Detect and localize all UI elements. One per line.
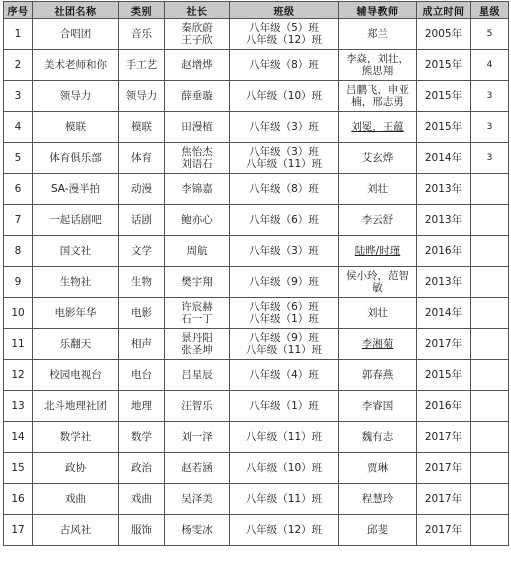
cell-type: 手工艺 <box>119 50 165 81</box>
cell-type: 体育 <box>119 143 165 174</box>
cell-no: 1 <box>4 19 33 50</box>
cell-no: 7 <box>4 205 33 236</box>
cell-stars <box>471 484 509 515</box>
cell-teacher <box>339 515 417 546</box>
cell-leader-line: 周航 <box>186 245 208 257</box>
cell-type: 领导力 <box>119 81 165 112</box>
cell-club-name: 北斗地理社团 <box>33 391 119 422</box>
cell-stars: 3 <box>471 143 509 174</box>
cell-teacher-line: 贾琳 <box>367 462 388 474</box>
cell-class-line: 八年级（12）班 <box>245 524 323 536</box>
table-row <box>4 484 509 515</box>
cell-stars <box>471 267 509 298</box>
cell-club-name: 美术老师和你 <box>33 50 119 81</box>
cell-leader <box>165 391 230 422</box>
cell-class <box>230 453 339 484</box>
header-type: 类别 <box>119 2 165 19</box>
cell-founded: 2017年 <box>417 484 471 515</box>
cell-type: 电影 <box>119 298 165 329</box>
cell-class <box>230 267 339 298</box>
table-row <box>4 112 509 143</box>
cell-class <box>230 174 339 205</box>
table-row <box>4 143 509 174</box>
cell-teacher-line: 魏有志 <box>361 431 394 443</box>
cell-leader-line: 刘一泽 <box>181 431 213 443</box>
cell-teacher-line: 李焱，刘壮， <box>346 53 409 65</box>
cell-class-line: 八年级（6）班 <box>249 214 319 226</box>
cell-class-line: 八年级（4）班 <box>249 369 319 381</box>
cell-teacher <box>339 267 417 298</box>
cell-class <box>230 329 339 360</box>
cell-teacher <box>339 391 417 422</box>
cell-class-line: 八年级（12）班 <box>245 34 323 46</box>
header-no: 序号 <box>4 2 33 19</box>
cell-leader <box>165 112 230 143</box>
header-founded: 成立时间 <box>417 2 471 19</box>
cell-type: 地理 <box>119 391 165 422</box>
cell-no: 8 <box>4 236 33 267</box>
cell-no: 12 <box>4 360 33 391</box>
cell-no: 13 <box>4 391 33 422</box>
cell-club-name: 合唱团 <box>33 19 119 50</box>
cell-no: 16 <box>4 484 33 515</box>
cell-type: 政治 <box>119 453 165 484</box>
cell-teacher <box>339 81 417 112</box>
cell-no: 5 <box>4 143 33 174</box>
cell-class <box>230 112 339 143</box>
table-row <box>4 329 509 360</box>
cell-leader-line: 刘语石 <box>181 158 213 170</box>
cell-class <box>230 298 339 329</box>
cell-club-name: 一起话剧吧 <box>33 205 119 236</box>
cell-type: 音乐 <box>119 19 165 50</box>
cell-teacher <box>339 174 417 205</box>
cell-founded: 2017年 <box>417 422 471 453</box>
cell-founded: 2015年 <box>417 81 471 112</box>
table-row <box>4 391 509 422</box>
cell-teacher <box>339 484 417 515</box>
cell-teacher <box>339 112 417 143</box>
cell-stars <box>471 205 509 236</box>
cell-stars <box>471 515 509 546</box>
cell-stars <box>471 236 509 267</box>
cell-no: 4 <box>4 112 33 143</box>
cell-leader <box>165 267 230 298</box>
cell-leader-line: 石一丁 <box>181 313 213 325</box>
cell-club-name: 国文社 <box>33 236 119 267</box>
cell-club-name: 戏曲 <box>33 484 119 515</box>
table-row <box>4 515 509 546</box>
cell-leader <box>165 143 230 174</box>
header-leader: 社长 <box>165 2 230 19</box>
cell-teacher-line: 李睿国 <box>361 400 394 412</box>
cell-class-line: 八年级（3）班 <box>249 146 319 158</box>
cell-class-line: 八年级（8）班 <box>249 183 319 195</box>
cell-class <box>230 81 339 112</box>
cell-teacher <box>339 453 417 484</box>
cell-type: 文学 <box>119 236 165 267</box>
cell-class-line: 八年级（3）班 <box>249 121 319 133</box>
cell-class-line: 八年级（9）班 <box>249 276 319 288</box>
cell-stars <box>471 422 509 453</box>
cell-leader <box>165 81 230 112</box>
cell-leader <box>165 515 230 546</box>
cell-no: 2 <box>4 50 33 81</box>
cell-club-name: 数学社 <box>33 422 119 453</box>
cell-leader-line: 汪智乐 <box>181 400 213 412</box>
cell-founded: 2013年 <box>417 174 471 205</box>
cell-stars <box>471 453 509 484</box>
cell-leader-line: 许宸赫 <box>181 301 213 313</box>
cell-leader <box>165 484 230 515</box>
cell-founded: 2017年 <box>417 329 471 360</box>
cell-founded: 2014年 <box>417 143 471 174</box>
club-table <box>3 1 509 546</box>
cell-teacher <box>339 50 417 81</box>
cell-type: 相声 <box>119 329 165 360</box>
cell-class-line: 八年级（11）班 <box>245 431 323 443</box>
cell-no: 6 <box>4 174 33 205</box>
cell-type: 生物 <box>119 267 165 298</box>
table-row <box>4 19 509 50</box>
cell-class <box>230 50 339 81</box>
cell-club-name: 校园电视台 <box>33 360 119 391</box>
cell-stars: 4 <box>471 50 509 81</box>
cell-teacher-line: 吕鹏飞，申亚 <box>346 84 409 96</box>
header-teacher: 辅导教师 <box>339 2 417 19</box>
header-row <box>4 2 509 19</box>
table-row <box>4 174 509 205</box>
cell-stars: 3 <box>471 112 509 143</box>
cell-teacher-line: 熊思翔 <box>361 65 394 77</box>
table-row <box>4 453 509 484</box>
cell-class-line: 八年级（1）班 <box>249 313 319 325</box>
table-row <box>4 360 509 391</box>
cell-teacher-line: 李云舒 <box>361 214 394 226</box>
cell-class <box>230 422 339 453</box>
cell-leader-line: 杨雯冰 <box>181 524 213 536</box>
cell-leader-line: 焦怡杰 <box>181 146 213 158</box>
cell-no: 14 <box>4 422 33 453</box>
table-row <box>4 236 509 267</box>
table-row <box>4 298 509 329</box>
cell-stars <box>471 360 509 391</box>
cell-leader-line: 李锦嘉 <box>181 183 213 195</box>
cell-leader-line: 秦欣蔚 <box>181 22 213 34</box>
cell-leader-line: 赵若涵 <box>181 462 213 474</box>
cell-teacher-line: 郑兰 <box>367 28 388 40</box>
cell-stars: 3 <box>471 81 509 112</box>
cell-stars: 5 <box>471 19 509 50</box>
cell-type: 模联 <box>119 112 165 143</box>
cell-no: 10 <box>4 298 33 329</box>
cell-no: 17 <box>4 515 33 546</box>
cell-leader <box>165 329 230 360</box>
cell-type: 话剧 <box>119 205 165 236</box>
cell-class <box>230 515 339 546</box>
cell-leader <box>165 174 230 205</box>
cell-founded: 2016年 <box>417 391 471 422</box>
cell-founded: 2014年 <box>417 298 471 329</box>
cell-no: 15 <box>4 453 33 484</box>
cell-type: 动漫 <box>119 174 165 205</box>
cell-stars <box>471 329 509 360</box>
cell-class <box>230 360 339 391</box>
cell-no: 11 <box>4 329 33 360</box>
cell-club-name: 领导力 <box>33 81 119 112</box>
cell-class-line: 八年级（6）班 <box>249 301 319 313</box>
cell-leader <box>165 298 230 329</box>
table-row <box>4 81 509 112</box>
cell-leader-line: 薛垂璇 <box>181 90 213 102</box>
table-row <box>4 50 509 81</box>
header-class: 班级 <box>230 2 339 19</box>
cell-teacher-line: 刘壮 <box>367 183 388 195</box>
table-row <box>4 267 509 298</box>
cell-teacher-line: 邱斐 <box>367 524 388 536</box>
cell-teacher-line: 程慧玲 <box>361 493 394 505</box>
cell-class-line: 八年级（10）班 <box>245 90 323 102</box>
cell-leader-line: 张圣坤 <box>181 344 213 356</box>
cell-founded: 2016年 <box>417 236 471 267</box>
cell-class <box>230 205 339 236</box>
cell-founded: 2015年 <box>417 50 471 81</box>
cell-type: 电台 <box>119 360 165 391</box>
cell-leader <box>165 19 230 50</box>
table-row <box>4 205 509 236</box>
cell-teacher <box>339 298 417 329</box>
cell-teacher-line: 郭春燕 <box>361 369 394 381</box>
cell-leader <box>165 236 230 267</box>
cell-teacher <box>339 143 417 174</box>
cell-class <box>230 19 339 50</box>
cell-class-line: 八年级（8）班 <box>249 59 319 71</box>
cell-founded: 2013年 <box>417 267 471 298</box>
cell-leader-line: 吕星辰 <box>181 369 213 381</box>
cell-stars <box>471 174 509 205</box>
cell-leader-line: 王子欣 <box>181 34 213 46</box>
cell-teacher <box>339 236 417 267</box>
cell-teacher-line: 楠，邢志勇 <box>351 96 404 108</box>
cell-leader <box>165 360 230 391</box>
cell-stars <box>471 391 509 422</box>
cell-teacher-line: 刘壮 <box>367 307 388 319</box>
club-table-container <box>3 1 508 546</box>
cell-teacher-line: 陆晔/时瑾 <box>354 245 401 257</box>
cell-class <box>230 143 339 174</box>
header-stars: 星级 <box>471 2 509 19</box>
cell-stars <box>471 298 509 329</box>
cell-type: 数学 <box>119 422 165 453</box>
cell-class-line: 八年级（10）班 <box>245 462 323 474</box>
cell-club-name: 古风社 <box>33 515 119 546</box>
cell-club-name: 政协 <box>33 453 119 484</box>
cell-leader-line: 鲍亦心 <box>181 214 213 226</box>
cell-leader <box>165 453 230 484</box>
cell-type: 服饰 <box>119 515 165 546</box>
cell-class-line: 八年级（1）班 <box>249 400 319 412</box>
cell-club-name: SA-漫半拍 <box>33 174 119 205</box>
cell-teacher-line: 敏 <box>372 282 383 294</box>
cell-founded: 2017年 <box>417 515 471 546</box>
cell-teacher <box>339 422 417 453</box>
cell-class <box>230 391 339 422</box>
cell-founded: 2005年 <box>417 19 471 50</box>
cell-founded: 2013年 <box>417 205 471 236</box>
cell-teacher <box>339 360 417 391</box>
cell-teacher-line: 李湘菊 <box>361 338 394 350</box>
cell-leader <box>165 205 230 236</box>
cell-class-line: 八年级（11）班 <box>245 158 323 170</box>
cell-founded: 2015年 <box>417 112 471 143</box>
cell-class <box>230 236 339 267</box>
cell-leader-line: 吴泽美 <box>181 493 213 505</box>
cell-club-name: 模联 <box>33 112 119 143</box>
cell-leader <box>165 50 230 81</box>
cell-no: 3 <box>4 81 33 112</box>
cell-teacher <box>339 329 417 360</box>
cell-club-name: 生物社 <box>33 267 119 298</box>
cell-teacher-line: 侯小玲，范智 <box>346 270 409 282</box>
cell-club-name: 乐翻天 <box>33 329 119 360</box>
cell-teacher-line: 艾玄烨 <box>361 152 394 164</box>
cell-leader-line: 景丹阳 <box>181 332 213 344</box>
cell-leader-line: 田漫植 <box>181 121 213 133</box>
cell-leader-line: 赵增烨 <box>181 59 213 71</box>
cell-founded: 2017年 <box>417 453 471 484</box>
cell-class-line: 八年级（11）班 <box>245 344 323 356</box>
cell-teacher <box>339 19 417 50</box>
cell-leader <box>165 422 230 453</box>
cell-teacher-line: 刘冕，王蕴 <box>351 121 404 133</box>
cell-type: 戏曲 <box>119 484 165 515</box>
cell-class-line: 八年级（11）班 <box>245 493 323 505</box>
cell-no: 9 <box>4 267 33 298</box>
table-body <box>4 19 509 546</box>
cell-class-line: 八年级（5）班 <box>249 22 319 34</box>
cell-class <box>230 484 339 515</box>
header-club-name: 社团名称 <box>33 2 119 19</box>
cell-teacher <box>339 205 417 236</box>
table-row <box>4 422 509 453</box>
cell-founded: 2015年 <box>417 360 471 391</box>
cell-leader-line: 樊宇翔 <box>181 276 213 288</box>
cell-club-name: 电影年华 <box>33 298 119 329</box>
cell-class-line: 八年级（3）班 <box>249 245 319 257</box>
cell-class-line: 八年级（9）班 <box>249 332 319 344</box>
cell-club-name: 体育俱乐部 <box>33 143 119 174</box>
